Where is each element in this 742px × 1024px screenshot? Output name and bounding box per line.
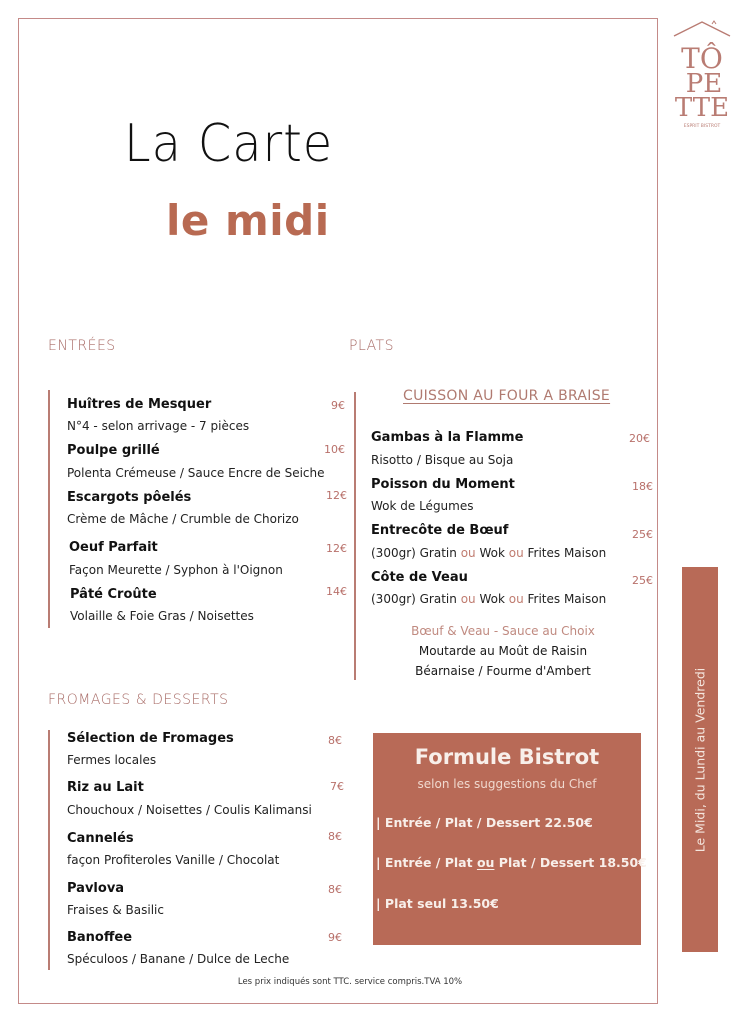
menu-item-name: Poisson du Moment <box>371 477 515 492</box>
side-band <box>682 567 718 952</box>
svg-text:TÔ: TÔ <box>681 42 723 75</box>
menu-item-price: 8€ <box>328 883 342 896</box>
section-heading-plats: PLATS <box>349 338 394 354</box>
menu-item-price: 8€ <box>328 734 342 747</box>
menu-item-desc: Volaille & Foie Gras / Noisettes <box>70 609 254 623</box>
menu-item-price: 10€ <box>324 443 345 456</box>
formule-option: | Entrée / Plat / Dessert 22.50€ <box>376 815 593 830</box>
menu-item-price: 20€ <box>629 432 650 445</box>
menu-item-name: Oeuf Parfait <box>69 540 158 555</box>
menu-item-desc: Polenta Crémeuse / Sauce Encre de Seiche <box>67 466 325 480</box>
section-heading-entrees: ENTRÉES <box>48 338 116 354</box>
menu-item-desc: Fermes locales <box>67 753 157 767</box>
house-roof-icon <box>668 18 736 130</box>
menu-item-desc: (300gr) Gratin ou Wok ou Frites Maison <box>371 546 607 560</box>
entrees-divider <box>48 390 50 628</box>
menu-item-name: Cannelés <box>67 831 134 846</box>
menu-item-price: 25€ <box>632 574 653 587</box>
formule-subtitle: selon les suggestions du Chef <box>417 777 597 791</box>
formule-title: Formule Bistrot <box>414 745 600 769</box>
menu-item-name: Escargots pôelés <box>67 490 192 505</box>
menu-item-desc: N°4 - selon arrivage - 7 pièces <box>67 419 250 433</box>
sauce-option: Béarnaise / Fourme d'Ambert <box>415 664 591 678</box>
section-heading-desserts: FROMAGES & DESSERTS <box>48 692 229 708</box>
menu-item-name: Huîtres de Mesquer <box>67 397 212 412</box>
menu-item-name: Riz au Lait <box>67 780 144 795</box>
side-band-text: Le Midi, du Lundi au Vendredi <box>692 667 708 852</box>
menu-item-name: Sélection de Fromages <box>67 731 234 746</box>
menu-item-desc: Spéculoos / Banane / Dulce de Leche <box>67 952 290 966</box>
sauce-title: Bœuf & Veau - Sauce au Choix <box>411 624 595 638</box>
menu-item-name: Entrecôte de Bœuf <box>371 523 509 538</box>
page-title: La Carte <box>124 114 334 174</box>
footer-note: Les prix indiqués sont TTC. service compris.TVA 10% <box>237 977 463 987</box>
menu-item-name: Poulpe grillé <box>67 443 160 458</box>
sauce-option: Moutarde au Moût de Raisin <box>418 644 588 658</box>
menu-item-desc: Crème de Mâche / Crumble de Chorizo <box>67 512 299 526</box>
menu-item-desc: Chouchoux / Noisettes / Coulis Kalimansi <box>67 803 312 817</box>
menu-item-name: Gambas à la Flamme <box>371 430 524 445</box>
topette-logo <box>668 18 736 130</box>
formule-bistrot-box <box>373 733 647 945</box>
menu-item-desc: Façon Meurette / Syphon à l'Oignon <box>69 563 283 577</box>
menu-item-price: 14€ <box>326 585 347 598</box>
menu-item-price: 7€ <box>330 780 344 793</box>
menu-item-name: Pâté Croûte <box>70 587 157 602</box>
formule-option: | Plat seul 13.50€ <box>376 896 499 911</box>
section-subheading-four-braise: CUISSON AU FOUR A BRAISE <box>403 388 611 404</box>
menu-item-desc: façon Profiteroles Vanille / Chocolat <box>67 853 280 867</box>
svg-text:ESPRIT BISTROT: ESPRIT BISTROT <box>683 124 721 129</box>
page-subtitle: le midi <box>166 196 330 245</box>
menu-item-price: 9€ <box>331 399 345 412</box>
menu-item-name: Côte de Veau <box>371 570 468 585</box>
menu-item-price: 12€ <box>326 489 347 502</box>
menu-item-desc: Fraises & Basilic <box>67 903 164 917</box>
svg-text:PE: PE <box>685 69 723 99</box>
desserts-divider <box>48 730 50 970</box>
menu-item-desc: Wok de Légumes <box>371 499 474 513</box>
menu-item-price: 9€ <box>328 931 342 944</box>
menu-item-price: 18€ <box>632 480 653 493</box>
menu-item-name: Banoffee <box>67 930 133 945</box>
menu-item-price: 8€ <box>328 830 342 843</box>
menu-item-desc: Risotto / Bisque au Soja <box>371 453 514 467</box>
menu-item-name: Pavlova <box>67 881 125 896</box>
formule-option: | Entrée / Plat ou Plat / Dessert 18.50€ <box>376 855 647 870</box>
svg-text:TTE: TTE <box>674 93 730 123</box>
menu-item-price: 25€ <box>632 528 653 541</box>
menu-item-price: 12€ <box>326 542 347 555</box>
menu-item-desc: (300gr) Gratin ou Wok ou Frites Maison <box>371 592 607 606</box>
